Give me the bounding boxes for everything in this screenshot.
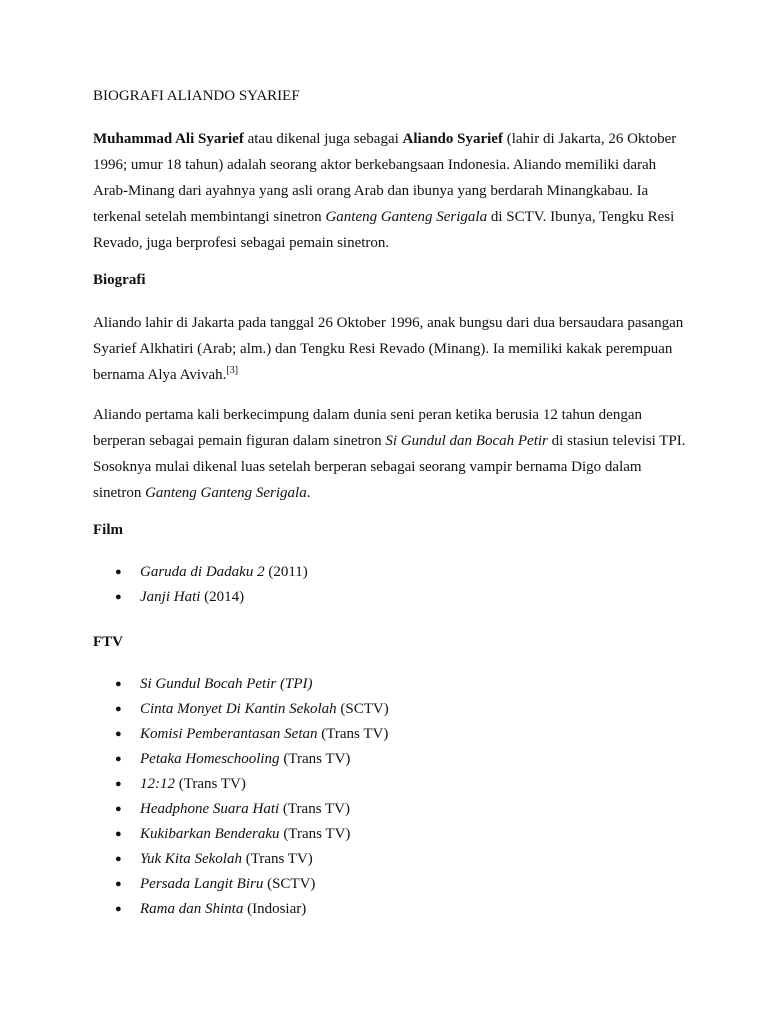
ftv-channel: (Trans TV)	[279, 826, 351, 842]
list-item	[93, 797, 693, 822]
intro-paragraph	[93, 126, 693, 256]
ftv-heading: FTV	[93, 634, 123, 650]
ftv-title: Yuk Kita Sekolah	[140, 851, 242, 867]
document-page	[93, 86, 693, 944]
ftv-title: Komisi Pemberantasan Setan	[140, 726, 318, 742]
ftv-title: Si Gundul Bocah Petir (TPI)	[140, 676, 313, 692]
biografi-p2-show2: Ganteng Ganteng Serigala	[145, 485, 307, 501]
biografi-heading: Biografi	[93, 272, 146, 288]
ftv-title: Rama dan Shinta	[140, 901, 244, 917]
ftv-title: 12:12	[140, 776, 175, 792]
list-item	[93, 772, 693, 797]
bullet-icon: ●	[115, 828, 122, 840]
list-item	[93, 560, 693, 585]
ftv-channel: (Trans TV)	[279, 801, 350, 817]
biografi-p2-b: di stasiun televisi TPI. Sosoknya mulai dikenal luas setelah berperan sebagai seorang vampir bernama Digo dalam sinetron	[93, 433, 686, 501]
bullet-icon: ●	[115, 678, 122, 690]
ftv-channel: (Trans TV)	[279, 751, 351, 767]
film-list	[93, 560, 693, 610]
document-title: BIOGRAFI ALIANDO SYARIEF	[93, 88, 300, 104]
ftv-title: Kukibarkan Benderaku	[140, 826, 280, 842]
bullet-icon: ●	[115, 803, 122, 815]
list-item	[93, 747, 693, 772]
intro-text-1: atau dikenal juga sebagai	[243, 131, 403, 147]
bullet-icon: ●	[115, 728, 122, 740]
list-item	[93, 722, 693, 747]
ftv-title: Petaka Homeschooling	[140, 751, 280, 767]
intro-text-2: (lahir di Jakarta, 26 Oktober 1996; umur 18 tahun) adalah seorang aktor berkebangsaan Indonesia. Aliando memiliki darah Arab-Minang dari ayahnya yang asli orang Arab dan ibunya yang berdarah Minangkabau. Ia terkenal setelah membintangi sinetron	[93, 131, 677, 225]
biografi-p2-c: .	[306, 485, 311, 501]
ftv-channel: (SCTV)	[263, 876, 316, 892]
biografi-p2-show1: Si Gundul dan Bocah Petir	[385, 433, 548, 449]
intro-name-short: Aliando Syarief	[402, 131, 503, 147]
film-year: (2011)	[264, 564, 308, 580]
intro-name-full: Muhammad Ali Syarief	[93, 131, 244, 147]
biografi-paragraph-1	[93, 310, 693, 388]
bullet-icon: ●	[115, 591, 122, 603]
list-item	[93, 872, 693, 897]
list-item	[93, 847, 693, 872]
film-title: Garuda di Dadaku 2	[140, 564, 265, 580]
biografi-p1-text: Aliando lahir di Jakarta pada tanggal 26 Oktober 1996, anak bungsu dari dua bersaudara pasangan Syarief Alkhatiri (Arab; alm.) dan Tengku Resi Revado (Minang). Ia memiliki kakak perempuan bernama Alya Avivah.	[93, 315, 684, 383]
list-item	[93, 822, 693, 847]
list-item	[93, 672, 693, 697]
ftv-channel: (Trans TV)	[241, 851, 313, 867]
film-heading: Film	[93, 522, 123, 538]
film-title: Janji Hati	[140, 589, 201, 605]
bullet-icon: ●	[115, 753, 122, 765]
intro-text-3: di SCTV. Ibunya, Tengku Resi Revado, juga berprofesi sebagai pemain sinetron.	[93, 209, 675, 251]
biografi-paragraph-2	[93, 402, 693, 506]
bullet-icon: ●	[115, 778, 122, 790]
list-item	[93, 697, 693, 722]
bullet-icon: ●	[115, 878, 122, 890]
ftv-channel: (Indosiar)	[243, 901, 307, 917]
bullet-icon: ●	[115, 566, 122, 578]
ftv-title: Persada Langit Biru	[140, 876, 264, 892]
bullet-icon: ●	[115, 903, 122, 915]
ftv-channel: (Trans TV)	[317, 726, 389, 742]
list-item	[93, 897, 693, 922]
ftv-title: Cinta Monyet Di Kantin Sekolah	[140, 701, 337, 717]
ftv-title: Headphone Suara Hati	[140, 801, 280, 817]
bullet-icon: ●	[115, 853, 122, 865]
biografi-p2-a: Aliando pertama kali berkecimpung dalam dunia seni peran ketika berusia 12 tahun dengan berperan sebagai pemain figuran dalam sinetron	[93, 407, 642, 449]
bullet-icon: ●	[115, 703, 122, 715]
ftv-channel: (SCTV)	[336, 701, 389, 717]
ftv-channel: (Trans TV)	[175, 776, 246, 792]
list-item	[93, 585, 693, 610]
film-year: (2014)	[200, 589, 245, 605]
reference-link[interactable]: [3]	[226, 365, 239, 376]
intro-show: Ganteng Ganteng Serigala	[325, 209, 488, 225]
ftv-list	[93, 672, 693, 922]
